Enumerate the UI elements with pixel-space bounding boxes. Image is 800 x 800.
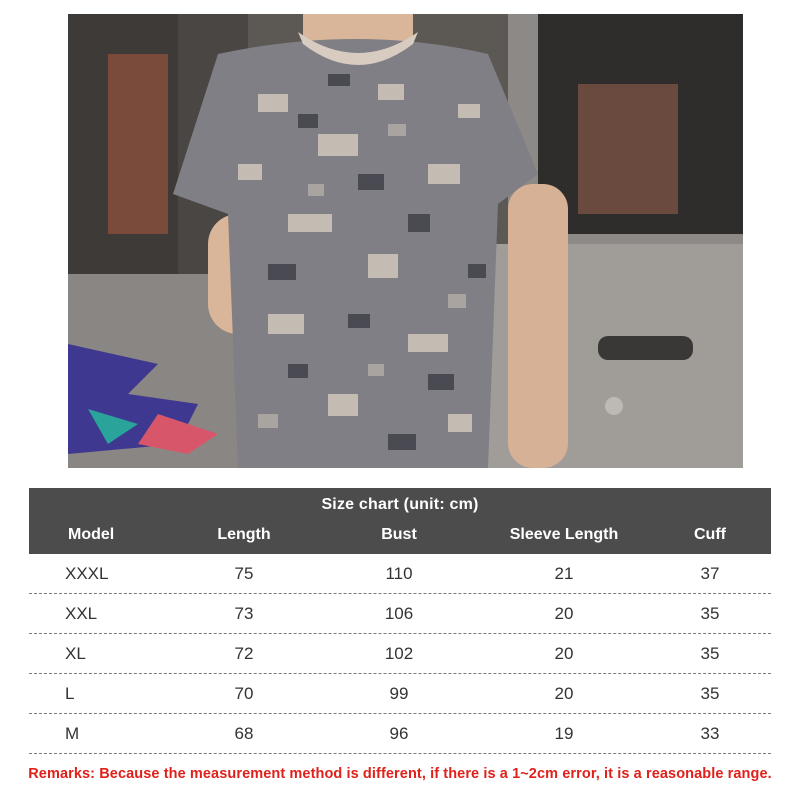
cell-bust: 96 [389,724,409,743]
size-chart-table [29,488,771,754]
cell-model: XXL [65,604,98,623]
cell-sleeve-length: 20 [554,644,574,663]
header-sleeve-length: Sleeve Length [509,526,619,543]
header-cuff: Cuff [694,526,726,543]
cell-sleeve-length: 20 [554,604,574,623]
remarks-note: Remarks: Because the measurement method is different, if there is a 1~2cm error, it is a reasonable range. [28,766,772,782]
cell-length: 68 [234,724,254,743]
cell-length: 73 [234,604,254,623]
camo-tshirt-illustration [68,14,743,468]
cell-bust: 106 [384,604,414,623]
cell-length: 75 [234,564,254,583]
cell-cuff: 35 [700,644,720,663]
cell-model: XXXL [65,564,109,583]
table-row [29,674,771,714]
cell-model: XL [65,644,86,663]
cell-cuff: 35 [700,684,720,703]
cell-cuff: 37 [700,564,720,583]
cell-length: 70 [234,684,254,703]
cell-bust: 99 [389,684,409,703]
table-header [29,488,771,554]
header-bust: Bust [381,526,417,543]
product-photo [68,14,743,468]
cell-sleeve-length: 21 [554,564,574,583]
cell-cuff: 35 [700,604,720,623]
cell-model: M [65,724,80,743]
cell-length: 72 [234,644,254,663]
cell-bust: 110 [385,564,413,583]
cell-sleeve-length: 20 [554,684,574,703]
table-row [29,714,771,754]
cell-bust: 102 [384,644,414,663]
cell-cuff: 33 [700,724,720,743]
table-row [29,554,771,594]
header-model: Model [68,526,115,543]
cell-model: L [65,684,75,703]
cell-sleeve-length: 19 [554,724,574,743]
table-row [29,594,771,634]
size-chart-title: Size chart (unit: cm) [321,496,479,513]
header-length: Length [217,526,271,543]
table-row [29,634,771,674]
